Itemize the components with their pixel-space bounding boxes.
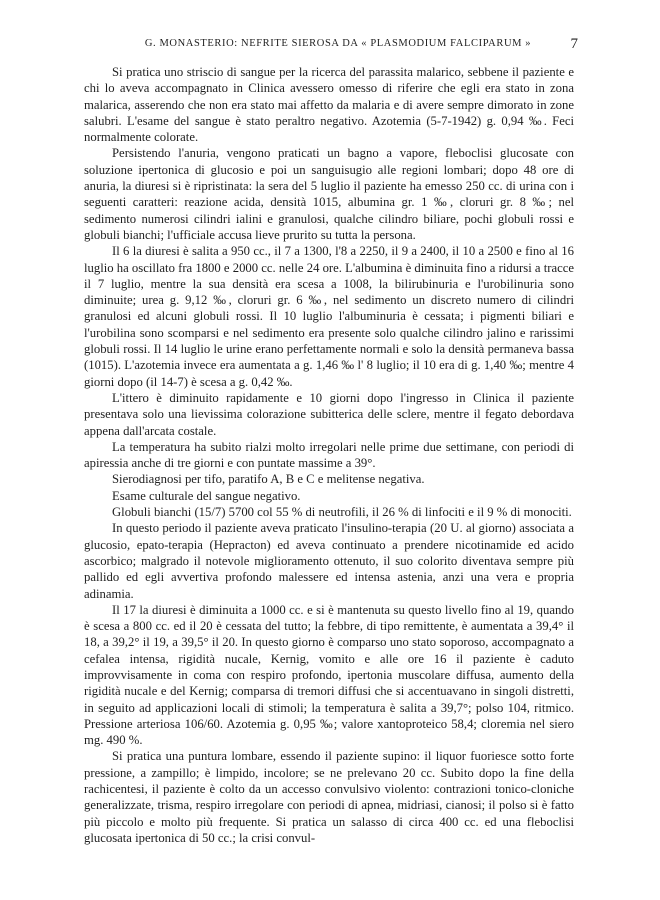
paragraph: In questo periodo il paziente aveva praticato l'insulino-terapia (20 U. al giorno) associata a glucosio, epato-terapia (Hepracton) ed aveva continuato a prendere nicotinamide ed acido ascorbico; malgrado il notevole miglioramento ottenuto, il suo colorito diventava sempre più pallido ed egli avvertiva profondo malessere ed intensa astenia, anzi una vera e propria adinamia. — [84, 521, 574, 601]
paragraph: Esame culturale del sangue negativo. — [112, 488, 301, 503]
body-text — [84, 64, 574, 846]
paragraph: Sierodiagnosi per tifo, paratifo A, B e C e melitense negativa. — [112, 472, 425, 487]
paragraph: Persistendo l'anuria, vengono praticati un bagno a vapore, fleboclisi glucosate con soluzione ipertonica di glucosio e poi un sanguisugio alle regioni lombari; dopo 48 ore di anuria, la diuresi si è ripristinata: la sera del 5 luglio il paziente ha emesso 250 cc. di urina con i seguenti caratteri: reazione acida, densità 1015, albumina gr. 1 ‰, cloruri gr. 8 ‰; nel sedimento numerosi cilindri ialini e granulosi, qualche cilindro biliare, pochi globuli rossi e globuli bianchi; l'ufficiale accusa lieve prurito su tutta la persona. — [84, 146, 574, 242]
paragraph: L'ittero è diminuito rapidamente e 10 giorni dopo l'ingresso in Clinica il paziente presentava solo una lievissima colorazione subitterica delle sclere, mentre il fegato debordava appena dall'arcata costale. — [84, 390, 574, 438]
paragraph: La temperatura ha subito rialzi molto irregolari nelle prime due settimane, con periodi di apiressia anche di tre giorni e con puntate massime a 39°. — [84, 439, 574, 471]
page-number: 7 — [570, 36, 578, 52]
paragraph: Si pratica una puntura lombare, essendo il paziente supino: il liquor fuoriesce sotto forte pressione, a zampillo; è limpido, incolore; se ne prelevano 20 cc. Subito dopo la fine della rachicentesi, il paziente è colto da un accesso convulsivo violento: contrazioni tonico-cloniche generalizzate, trisma, respiro irregolare con periodi di apnea, midriasi, cianosi; il polso si è fatto più piccolo e molto più frequente. Si pratica un salasso di circa 400 cc. ed una fleboclisi glucosata ipertonica di 50 cc.; la crisi convul- — [84, 749, 574, 845]
paragraph: Il 17 la diuresi è diminuita a 1000 cc. e si è mantenuta su questo livello fino al 19, quando è scesa a 800 cc. ed il 20 è cessata del tutto; la febbre, di tipo remittente, è aumentata a 39,4° il 18, a 39,2° il 19, a 39,5° il 20. In questo giorno è comparso uno stato soporoso, accompagnato a cefalea intensa, rigidità nucale, Kernig, vomito e alle ore 16 il paziente è caduto improvvisamente in coma con respiro profondo, ipertonia muscolare diffusa, aumento della rigidità nucale e del Kernig; comparsa di tremori diffusi che si accentuavano in singoli distretti, in seguito ad applicazioni locali di stimoli; la temperatura è salita a 39,7°; polso 104, ritmico. Pressione arteriosa 106/60. Azotemia g. 0,95 ‰; valore xantoproteico 58,4; cloremia nel siero mg. 490 %. — [84, 602, 574, 748]
running-header: G. MONASTERIO: NEFRITE SIEROSA DA « PLASMODIUM FALCIPARUM » — [144, 38, 532, 49]
paragraph: Si pratica uno striscio di sangue per la ricerca del parassita malarico, sebbene il paziente e chi lo aveva accompagnato in Clinica avessero omesso di riferire che egli era stato in zona malarica, asserendo che non era stato mai affetto da malaria e di avere sempre dimorato in zone salubri. L'esame del sangue è stato peraltro negativo. Azotemia (5-7-1942) g. 0,94 ‰. Feci normalmente colorate. — [84, 65, 574, 145]
paragraph: Il 6 la diuresi è salita a 950 cc., il 7 a 1300, l'8 a 2250, il 9 a 2400, il 10 a 2500 e fino al 16 luglio ha oscillato fra 1800 e 2000 cc. nelle 24 ore. L'albumina è diminuita fino a ridursi a tracce il 7 luglio, mentre la sua densità era scesa a 1008, la bilirubinuria e l'urobilinuria sono diminuite; urea g. 9,12 ‰, cloruri gr. 6 ‰, nel sedimento un discreto numero di cilindri granulosi ed alcuni globuli rossi. Il 10 luglio l'albuminuria è cessata; i pigmenti biliari e l'urobilina sono scomparsi e nel sedimento era presente solo qualche cilindro jalino e rarissimi globuli rossi. Il 14 luglio le urine erano perfettamente normali e solo la densità permaneva bassa (1015). L'azotemia invece era aumentata a g. 1,46 ‰ l' 8 luglio; il 10 era di g. 1,40 ‰; mentre 4 giorni dopo (il 14-7) è scesa a g. 0,42 ‰. — [84, 244, 574, 389]
paragraph: Globuli bianchi (15/7) 5700 col 55 % di neutrofili, il 26 % di linfociti e il 9 % di monociti. — [112, 505, 572, 520]
